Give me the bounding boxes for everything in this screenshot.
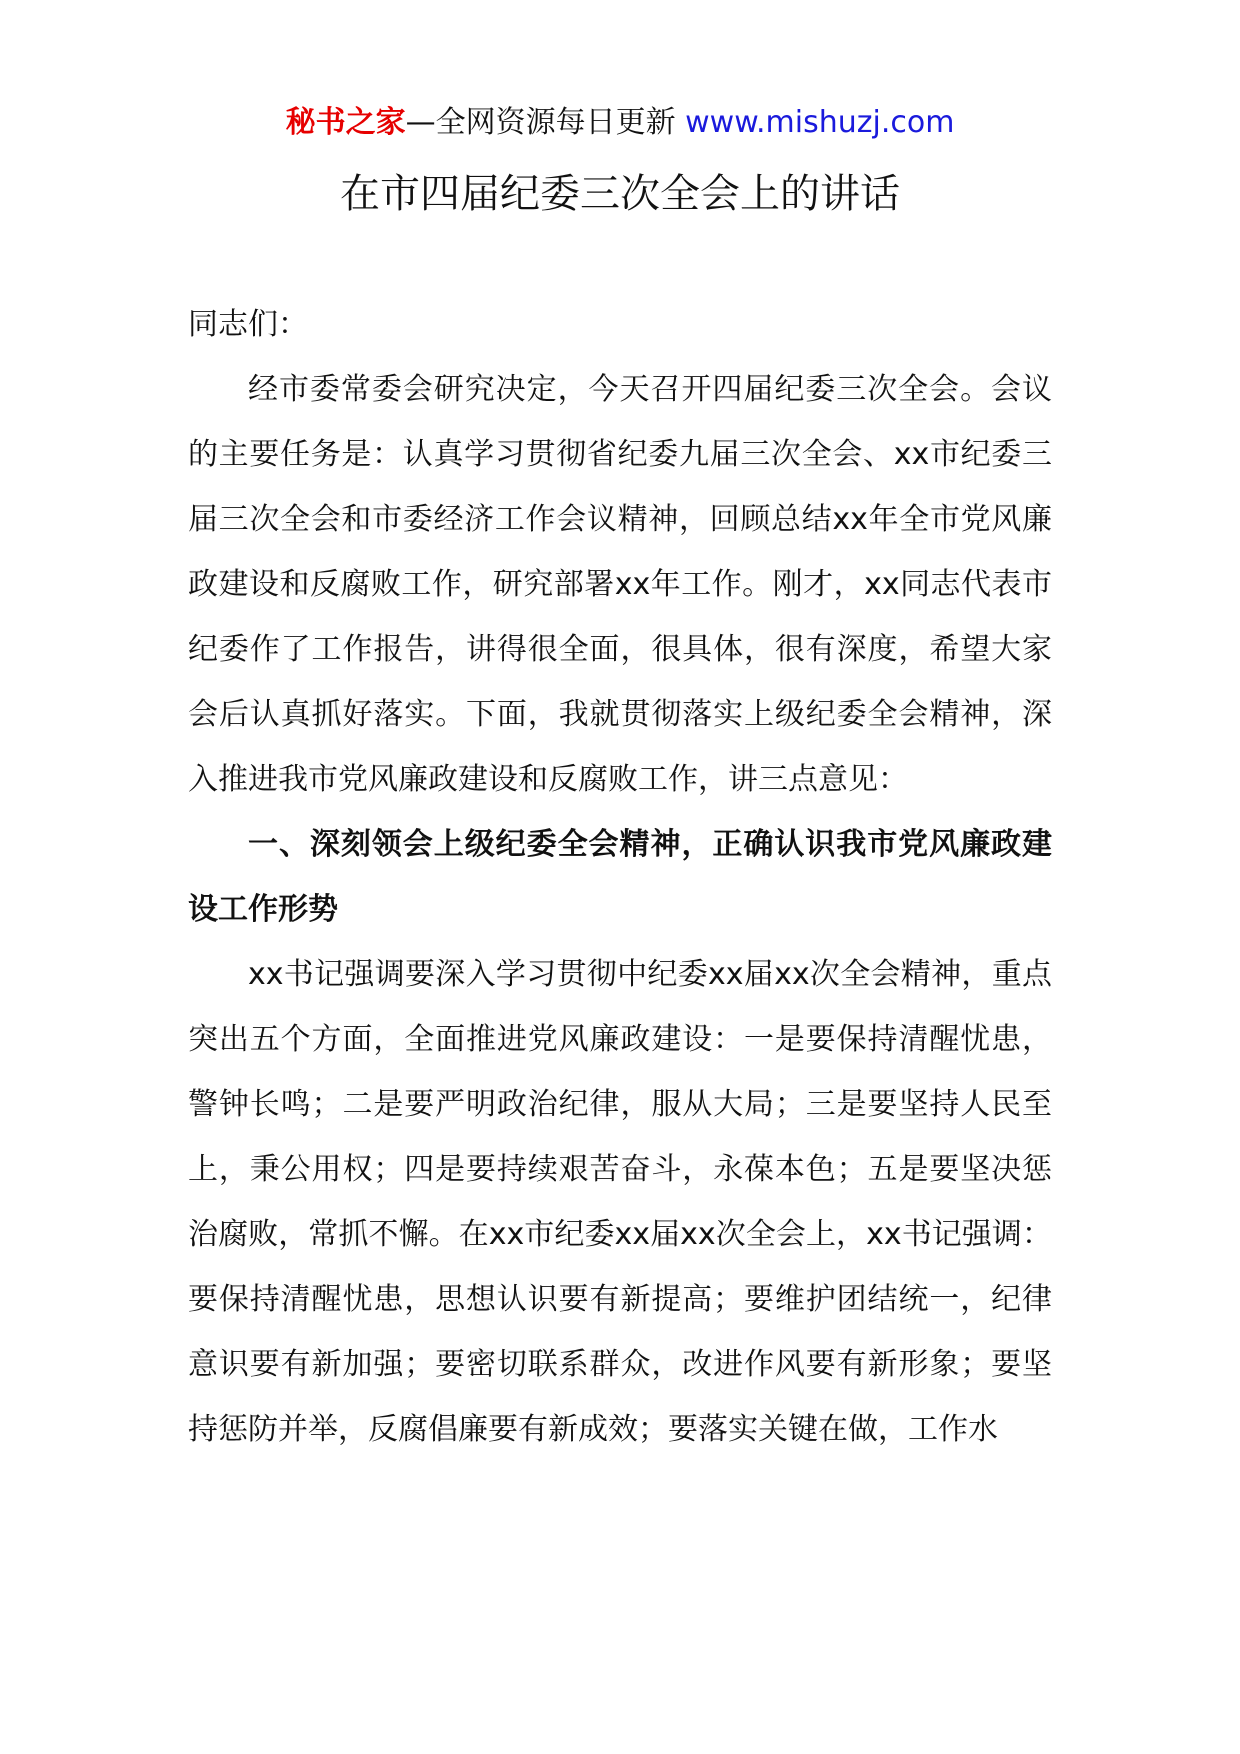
- site-url-link[interactable]: www.mishuzj.com: [685, 105, 955, 140]
- paragraph-intro: 经市委常委会研究决定，今天召开四届纪委三次全会。会议的主要任务是：认真学习贯彻省纪委九届三次全会、xx市纪委三届三次全会和市委经济工作会议精神，回顾总结xx年全市党风廉政建设和反腐败工作，研究部署xx年工作。刚才，xx同志代表市纪委作了工作报告，讲得很全面，很具体，很有深度，希望大家会后认真抓好落实。下面，我就贯彻落实上级纪委全会精神，深入推进我市党风廉政建设和反腐败工作，讲三点意见：: [188, 372, 1052, 797]
- site-header: [0, 100, 1240, 146]
- document-body: [188, 292, 1052, 1462]
- brand-name: 秘书之家: [285, 105, 406, 140]
- salutation: 同志们：: [188, 307, 308, 342]
- paragraph-section-1: xx书记强调要深入学习贯彻中纪委xx届xx次全会精神，重点突出五个方面，全面推进党风廉政建设：一是要保持清醒忧患，警钟长鸣；二是要严明政治纪律，服从大局；三是要坚持人民至上，秉公用权；四是要持续艰苦奋斗，永葆本色；五是要坚决惩治腐败，常抓不懈。在xx市纪委xx届xx次全会上，xx书记强调：要保持清醒忧患，思想认识要有新提高；要维护团结统一，纪律意识要有新加强；要密切联系群众，改进作风要有新形象；要坚持惩防并举，反腐倡廉要有新成效；要落实关键在做，工作水: [188, 957, 1052, 1447]
- document-title: 在市四届纪委三次全会上的讲话: [340, 171, 900, 217]
- section-heading-1: 一、深刻领会上级纪委全会精神，正确认识我市党风廉政建设工作形势: [188, 827, 1052, 927]
- header-slogan: —全网资源每日更新: [405, 105, 686, 140]
